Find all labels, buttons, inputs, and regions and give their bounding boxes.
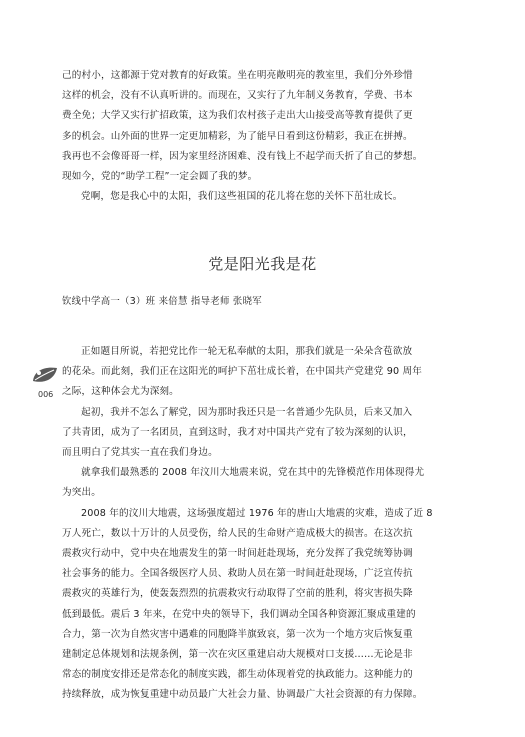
text-line: 我再也不会像哥哥一样，因为家里经济困难、没有钱上不起学而夭折了自己的梦想。 <box>62 150 423 162</box>
text-line: 为突出。 <box>62 487 101 499</box>
paragraph <box>62 463 464 503</box>
text-line: 现如今，党的“助学工程”一定会圆了我的梦。 <box>62 171 258 183</box>
text-line: 己的村小，这都源于党对教育的好政策。坐在明亮敞明亮的教室里，我们分外珍惜 <box>62 70 413 81</box>
article-body <box>62 342 464 706</box>
text-line: 了共青团，成为了一名团员，直到这时，我才对中国共产党有了较为深刻的认识， <box>62 426 413 438</box>
text-line: 就拿我们最熟悉的 2008 年汶川大地震来说，党在其中的先锋模范作用体现得尤 <box>81 467 425 479</box>
paragraph <box>62 403 464 464</box>
page-number: 006 <box>38 390 54 399</box>
text-line: 震救灾行动中，党中央在地震发生的第一时间赶赴现场，充分发挥了我党统筹协调 <box>62 548 413 560</box>
leaf-icon <box>30 363 60 387</box>
text-line: 费全免；大学又实行扩招政策，这为我们农村孩子走出大山接受高等教育提供了更 <box>62 110 413 122</box>
text-line: 党啊，您是我心中的太阳，我们这些祖国的花儿将在您的关怀下茁壮成长。 <box>81 191 403 203</box>
text-line: 起初，我并不怎么了解党，因为那时我还只是一名普通少先队员，后来又加入 <box>81 406 413 418</box>
text-line: 这样的机会，没有不认真听讲的。而现在，又实行了九年制义务教育，学费、书本 <box>62 90 413 102</box>
text-line: 常态的制度安排还是常态化的制度实践，都生动体现着党的执政能力。这种能力的 <box>62 669 413 681</box>
text-line: 的花朵。而此刻，我们正在这阳光的呵护下茁壮成长着，在中国共产党建党 90 周年 <box>62 366 422 378</box>
text-line: 万人死亡，数以十万计的人员受伤，给人民的生命财产造成极大的损害。在这次抗 <box>62 527 413 539</box>
paragraph <box>62 187 464 207</box>
text-line: 正如题目所说，若把党比作一轮无私奉献的太阳，那我们就是一朵朵含苞欲放 <box>81 346 413 357</box>
text-line: 持续释放，成为恢复重建中动员最广大社会力量、协调最广大社会资源的有力保障。 <box>62 689 423 701</box>
text-line: 2008 年的汶川大地震，这场强度超过 1976 年的唐山大地震的灾难，造成了近 8 <box>81 507 433 519</box>
paragraph <box>62 504 464 706</box>
paragraph <box>62 66 464 187</box>
paragraph <box>62 342 464 403</box>
text-line: 社会事务的能力。全国各级医疗人员、救助人员在第一时间赶赴现场，广泛宣传抗 <box>62 568 413 580</box>
text-line: 建制定总体规划和法规条例，第一次在灾区重建启动大规模对口支援……无论是非 <box>62 649 413 661</box>
text-line: 多的机会。山外面的世界一定更加精彩，为了能早日看到这份精彩，我正在拼搏。 <box>62 130 413 142</box>
text-line: 合力，第一次为自然灾害中遇难的同胞降半旗致哀，第一次为一个地方灾后恢复重 <box>62 628 413 640</box>
text-line: 低到最低。震后 3 年来，在党中央的领导下，我们调动全国各种资源汇聚成重建的 <box>62 608 416 620</box>
text-line: 之际，这种体会尤为深刻。 <box>62 386 179 398</box>
text-line: 而且明白了党其实一直在我们身边。 <box>62 447 218 459</box>
previous-article-ending <box>62 66 464 207</box>
article-byline: 钦线中学高一（3）班 来倍慧 指导老师 张晓军 <box>62 296 262 307</box>
text-line: 震救灾的英雄行为，使轰轰烈烈的抗震救灾行动取得了空前的胜利，将灾害损失降 <box>62 588 413 600</box>
article-title: 党是阳光我是花 <box>208 255 317 273</box>
